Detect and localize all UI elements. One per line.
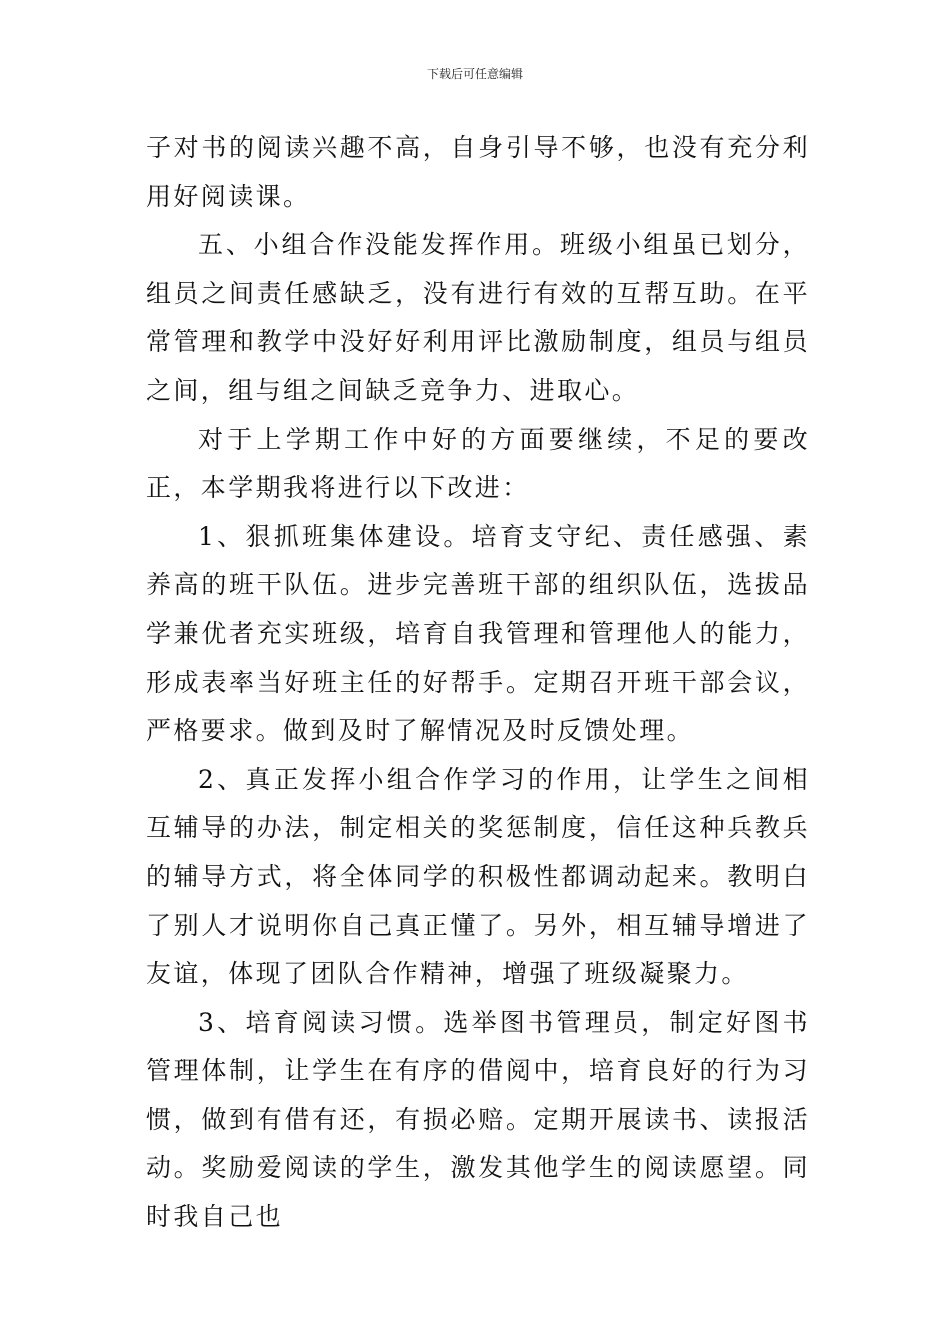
paragraph-item-2: 2、真正发挥小组合作学习的作用，让学生之间相互辅导的办法，制定相关的奖惩制度，信任这种兵教兵的辅导方式，将全体同学的积极性都调动起来。教明白了别人才说明你自己真正懂了。另外，相互辅导增进了友谊，体现了团队合作精神，增强了班级凝聚力。 xyxy=(146,764,810,989)
page-header: 下载后可任意编辑 xyxy=(426,67,523,81)
paragraph-item-1: 1、狠抓班集体建设。培育支守纪、责任感强、素养高的班干队伍。进步完善班干部的组织队伍，选拔品学兼优者充实班级，培育自我管理和管理他人的能力，形成表率当好班主任的好帮手。定期召开班干部会议，严格要求。做到及时了解情况及时反馈处理。 xyxy=(146,521,810,746)
document-body xyxy=(146,124,810,1242)
paragraph-improvement-intro: 对于上学期工作中好的方面要继续，不足的要改正，本学期我将进行以下改进： xyxy=(146,424,810,503)
paragraph-group-cooperation: 五、小组合作没能发挥作用。班级小组虽已划分，组员之间责任感缺乏，没有进行有效的互帮互助。在平常管理和教学中没好好利用评比激励制度，组员与组员之间，组与组之间缺乏竞争力、进取心。 xyxy=(146,230,810,405)
paragraph-continuation: 子对书的阅读兴趣不高，自身引导不够，也没有充分利用好阅读课。 xyxy=(146,133,810,211)
paragraph-item-3: 3、培育阅读习惯。选举图书管理员，制定好图书管理体制，让学生在有序的借阅中，培育良好的行为习惯，做到有借有还，有损必赔。定期开展读书、读报活动。奖励爱阅读的学生，激发其他学生的阅读愿望。同时我自己也 xyxy=(146,1007,810,1232)
